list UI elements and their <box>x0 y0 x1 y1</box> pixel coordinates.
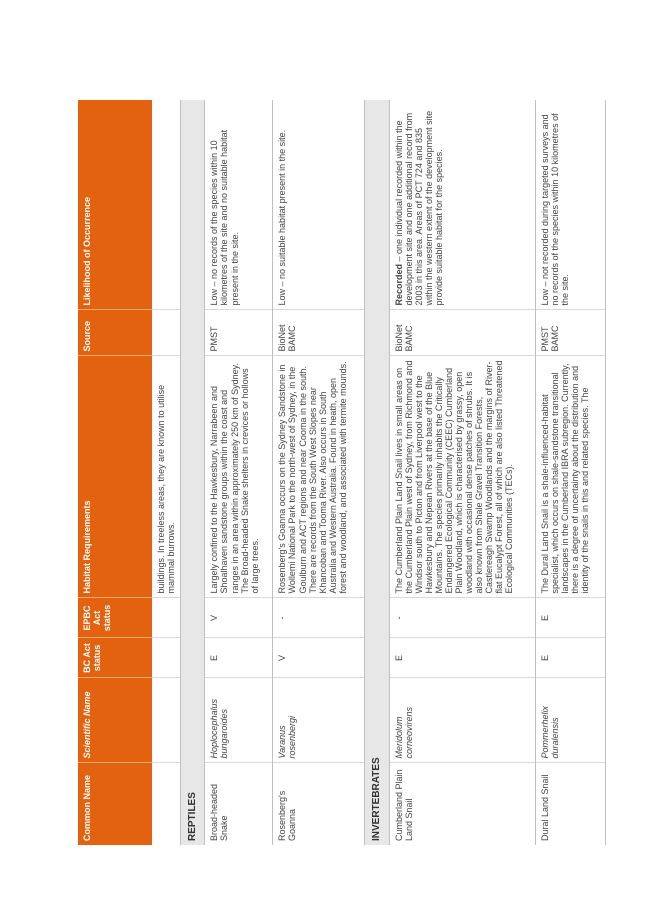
bc-status-cell: E <box>535 638 605 678</box>
header-habitat: Habitat Requirements <box>78 356 152 598</box>
source-cell: PMST BAMC <box>535 310 605 356</box>
epbc-status-cell: V <box>205 598 273 638</box>
header-scientific-name: Scientific Name <box>78 678 152 763</box>
header-source: Source <box>78 310 152 356</box>
section-row-invertebrates <box>365 100 389 845</box>
bc-status-cell: E <box>389 638 535 678</box>
table-row <box>535 100 605 845</box>
common-name-cell: Broad-headed Snake <box>205 763 273 845</box>
header-bc-act: BC Act status <box>78 638 152 678</box>
section-row-reptiles <box>181 100 205 845</box>
header-likelihood: Likelihood of Occurrence <box>78 100 152 310</box>
section-label: REPTILES <box>181 100 205 845</box>
likelihood-cell: Low – no records of the species within 10 kilometres of the site and no suitable habitat present in the site. <box>205 100 273 310</box>
source-cell: BioNet BAMC <box>389 310 535 356</box>
habitat-cell: The Cumberland Plain Land Snail lives in small areas on the Cumberland Plain west of Sydney, from Richmond and Windsor south to Picton and from Liverpool west to the Hawkesbury and Nepean Rivers at the base of the Blue Mountains. The species primarily inhabits the Critically Endangered Ecological Community (CEEC) Cumberland Plain Woodland, which is characterised by grassy, open woodland with occasional dense patches of shrubs. It is also known from Shale Gravel Transition Forests, Castlereagh Swamp Woodlands and the margins of River-flat Eucalypt Forest, all of which are also listed Threatened Ecological Communities (TECs). <box>389 356 535 598</box>
common-name-cell: Dural Land Snail <box>535 763 605 845</box>
table-row <box>205 100 273 845</box>
habitat-cell: The Dural Land Snail is a shale-influenced-habitat specialist, which occurs on shale-sandstone transitional landscapes in the Cumberland IBRA subregion. Currently, there is a degree of uncertainty about the distribution and identity of the snails in this and related species. The <box>535 356 605 598</box>
table-row-continuation <box>152 100 181 845</box>
habitat-cell: buildings. In treeless areas, they are known to utilise mammal burrows. <box>152 356 181 598</box>
likelihood-cell: Recorded – one individual recorded within the development site and one additional record from 2003 in this area. Areas of PCT 724 and 835 within the western extent of the development site provide suitable habitat for the species. <box>389 100 535 310</box>
bc-status-cell: V <box>273 638 365 678</box>
header-common-name: Common Name <box>78 763 152 845</box>
header-epbc-act: EPBC Act status <box>78 598 152 638</box>
scientific-name-cell: Varanus rosenbergi <box>273 678 365 763</box>
table-header <box>78 100 152 845</box>
common-name-cell: Cumberland Plain Land Snail <box>389 763 535 845</box>
habitat-cell: Largely confined to the Hawkesbury, Narrabeen and Shoalhaven sandstone groups within the coast and ranges in an area within approximately 250 km of Sydney. The Broad-headed Snake shelters in crevices or hollows of large trees. <box>205 356 273 598</box>
likelihood-cell: Low – not recorded during targeted surveys and no records of the species within 10 kilometres of the site. <box>535 100 605 310</box>
epbc-status-cell: E <box>535 598 605 638</box>
source-cell: PMST <box>205 310 273 356</box>
epbc-status-cell: - <box>273 598 365 638</box>
epbc-status-cell: - <box>389 598 535 638</box>
scientific-name-cell: Pommerhelix duralensis <box>535 678 605 763</box>
bc-status-cell: E <box>205 638 273 678</box>
likelihood-cell: Low – no suitable habitat present in the site. <box>273 100 365 310</box>
table-row <box>389 100 535 845</box>
species-table <box>78 100 606 845</box>
source-cell: BioNet BAMC <box>273 310 365 356</box>
habitat-cell: Rosenberg's Goanna occurs on the Sydney Sandstone in Wollemi National Park to the north-west of Sydney, in the Goulburn and ACT regions and near Cooma in the south. There are records from the South West Slopes near Khancoban and Tooma River. Also occurs in South Australia and Western Australia. Found in heath, open forest and woodland, and associated with termite mounds. <box>273 356 365 598</box>
section-label: INVERTEBRATES <box>365 100 389 845</box>
common-name-cell: Rosenberg's Goanna <box>273 763 365 845</box>
scientific-name-cell: Meridolum corneovirens <box>389 678 535 763</box>
table-row <box>273 100 365 845</box>
scientific-name-cell: Hoplocephalus bungaroides <box>205 678 273 763</box>
